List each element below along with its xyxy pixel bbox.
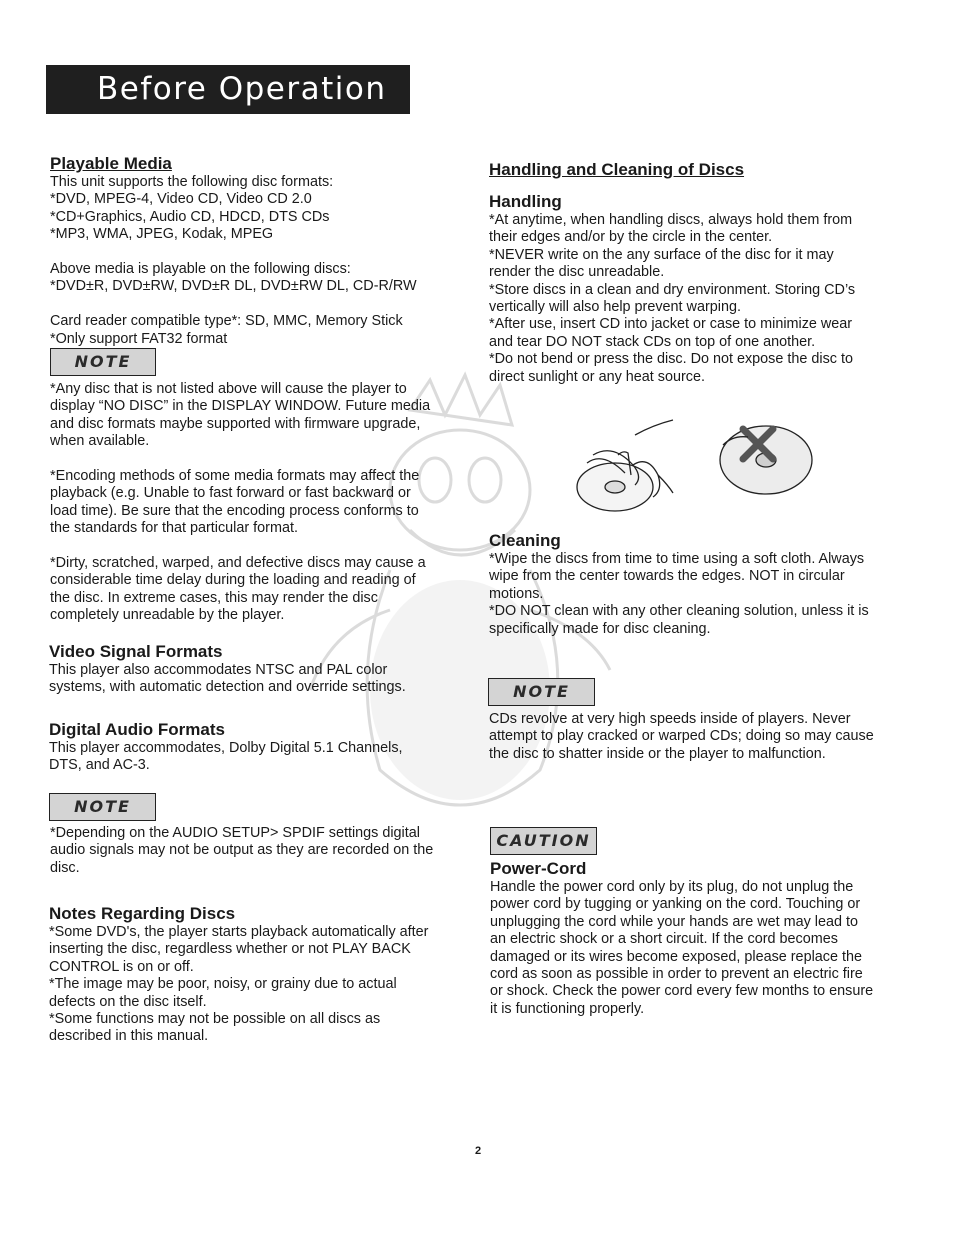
power-cord-heading: Power-Cord [490,859,587,878]
text-line: an electric shock or a short circuit. If the cord becomes [490,931,838,948]
text-line: *MP3, WMA, JPEG, Kodak, MPEG [50,226,274,243]
text-line: or shock. Check the power cord every few months to ensure [490,983,874,1000]
text-line: *DO NOT clean with any other cleaning solution, unless it is [489,603,869,620]
text-line: the disc to shatter inside or the player to malfunction. [489,745,826,762]
note-label: NOTE [49,793,156,821]
text-line: wipe from the center towards the edges. NOT in circular [489,568,845,585]
handling-heading: Handling [489,192,562,211]
text-line: *Dirty, scratched, warped, and defective discs may cause a [50,555,426,572]
text-line: *Do not bend or press the disc. Do not expose the disc to [489,351,853,368]
text-line: *DVD±R, DVD±RW, DVD±R DL, DVD±RW DL, CD-R/RW [50,278,417,295]
text-line: *DVD, MPEG-4, Video CD, Video CD 2.0 [50,191,312,208]
text-line: attempt to play cracked or warped CDs; doing so may cause [489,728,874,745]
note-label: NOTE [50,348,156,376]
text-line: CONTROL is on or off. [49,958,194,975]
text-line: This player accommodates, Dolby Digital 5.1 Channels, [49,740,403,756]
hand-holding-disc-icon [577,420,673,511]
text-line: unplugging the cord while your hands are wet may lead to [490,913,858,930]
page-title: Before Operation [97,71,387,107]
text-line: damaged or its wires become exposed, please replace the [490,948,862,965]
text-line: direct sunlight or any heat source. [489,368,705,385]
handling-section [489,192,855,386]
handling-cleaning-heading: Handling and Cleaning of Discs [489,160,745,179]
text-line: disc. [50,859,80,876]
playable-media-heading: Playable Media [50,154,172,173]
text-line: DTS, and AC-3. [49,757,150,774]
video-signal-heading: Video Signal Formats [49,642,223,661]
text-line: power cord by tugging or yanking on the cord. Touching or [490,896,861,913]
page-number: 2 [474,1145,482,1157]
text-line: inserting the disc, regardless whether or not PLAY BACK [49,941,411,958]
text-line: This unit supports the following disc formats: [50,174,334,190]
text-line: and tear DO NOT stack CDs on top of one another. [489,333,816,350]
text-line: specifically made for disc cleaning. [489,620,711,637]
digital-audio-heading: Digital Audio Formats [49,720,225,739]
blank-line [50,244,417,261]
text-line: their edges and/or by the circle in the center. [489,229,773,246]
text-line: Card reader compatible type*: SD, MMC, Memory Stick [50,313,403,330]
text-line: load time). Be sure that the encoding process conforms to [50,502,419,519]
blank-line [50,538,430,555]
text-line: render the disc unreadable. [489,264,665,281]
text-line: motions. [489,585,544,602]
text-line: *Depending on the AUDIO SETUP> SPDIF settings digital [50,825,420,841]
text-line: when available. [50,433,150,450]
text-line: *Wipe the discs from time to time using a soft cloth. Always [489,551,865,567]
text-line: described in this manual. [49,1028,209,1045]
blank-line [50,296,417,313]
text-line: *Encoding methods of some media formats may affect the [50,468,420,485]
digital-audio-section [49,720,403,775]
playable-media-section [50,154,417,348]
text-line: *Any disc that is not listed above will cause the player to [50,381,407,397]
note-2-body [50,825,433,877]
cleaning-heading: Cleaning [489,531,561,550]
text-line: and disc formats maybe supported with firmware upgrade, [50,415,421,432]
text-line: the disc. In extreme cases, this may render the disc [50,589,378,606]
text-line: display “NO DISC” in the DISPLAY WINDOW. Future media [50,398,431,415]
text-line: *NEVER write on the any surface of the disc for it may [489,246,834,263]
text-line: completely unreadable by the player. [50,607,285,624]
text-line: *Store discs in a clean and dry environment. Storing CD’s [489,281,856,298]
power-cord-section [490,859,873,1018]
note-label: NOTE [488,678,595,706]
text-line: *At anytime, when handling discs, always hold them from [489,212,853,228]
text-line: This player also accommodates NTSC and PAL color [49,662,388,678]
text-line: *Some functions may not be possible on all discs as [49,1011,381,1028]
title-banner [46,65,410,114]
handling-cleaning-section [489,160,744,180]
text-line: vertically will also help prevent warping. [489,299,741,316]
blank-line [50,451,430,468]
disc-handling-illustration [573,415,818,515]
cleaning-section [489,531,869,638]
caution-label: CAUTION [490,827,597,855]
text-line: *Some DVD's, the player starts playback automatically after [49,924,429,940]
note-1-body [50,381,430,625]
text-line: playback (e.g. Unable to fast forward or fast backward or [50,485,411,502]
notes-discs-heading: Notes Regarding Discs [49,904,236,923]
text-line: it is functioning properly. [490,1000,645,1017]
text-line: *CD+Graphics, Audio CD, HDCD, DTS CDs [50,208,330,225]
text-line: CDs revolve at very high speeds inside of players. Never [489,711,851,727]
text-line: considerable time delay during the loading and reading of [50,572,416,589]
text-line: the standards for that particular format. [50,520,298,537]
text-line: *Only support FAT32 format [50,330,228,347]
text-line: defects on the disc itself. [49,993,207,1010]
text-line: cord as soon as possible in order to prevent an electric fire [490,966,863,983]
text-line: *After use, insert CD into jacket or case to minimize wear [489,316,853,333]
text-line: *The image may be poor, noisy, or grainy due to actual [49,976,397,993]
text-line: Above media is playable on the following discs: [50,261,351,278]
text-line: Handle the power cord only by its plug, do not unplug the [490,879,854,895]
notes-discs-section [49,904,428,1046]
video-signal-section [49,642,406,697]
text-line: audio signals may not be output as they are recorded on the [50,842,434,859]
text-line: systems, with automatic detection and override settings. [49,679,406,696]
note-3-body [489,711,874,763]
do-not-touch-disc-icon [720,426,812,494]
